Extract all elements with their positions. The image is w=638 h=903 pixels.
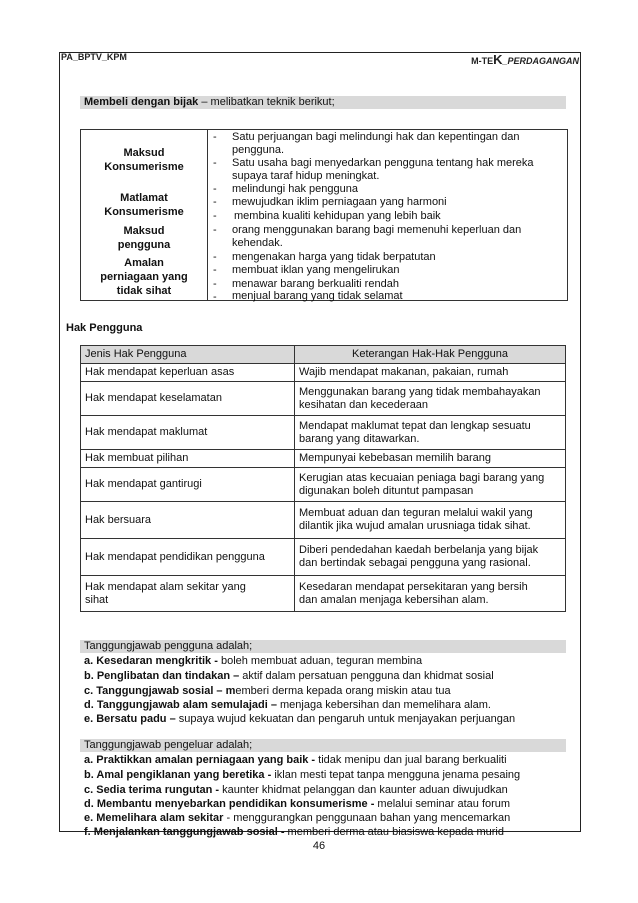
def-line: supaya taraf hidup meningkat. bbox=[232, 170, 380, 182]
def-line: orang menggunakan barang bagi memenuhi keperluan dan bbox=[232, 224, 522, 236]
table-row: Hak mendapat alam sekitar yang sihat Kesedaran mendapat persekitaran yang bersih dan amalan menjaga kebersihan alam. bbox=[81, 576, 566, 612]
header-right: M-TEK_PERDAGANGAN bbox=[471, 52, 579, 67]
page-header bbox=[59, 52, 581, 65]
producer-resp-title: Tanggungjawab pengeluar adalah; bbox=[80, 739, 566, 752]
list-item: d. Tanggungjawab alam semulajadi – menjaga kebersihan dan memelihara alam. bbox=[84, 699, 491, 711]
list-item: c. Tanggungjawab sosial – memberi derma kepada orang miskin atau tua bbox=[84, 685, 451, 697]
header-left: PA_BPTV_KPM bbox=[61, 52, 127, 62]
rights-title: Hak Pengguna bbox=[66, 322, 143, 334]
def-line: Satu perjuangan bagi melindungi hak dan kepentingan dan bbox=[232, 131, 520, 143]
def-line: kehendak. bbox=[232, 237, 283, 249]
term-maksud-konsumerisme: Maksud Konsumerisme bbox=[104, 147, 184, 173]
term-matlamat-konsumerisme: Matlamat Konsumerisme bbox=[104, 192, 184, 218]
list-item: e. Memelihara alam sekitar - menggurangkan penggunaan bahan yang mencemarkan bbox=[84, 812, 511, 824]
def-line: mengenakan harga yang tidak berpatutan bbox=[232, 251, 436, 263]
definitions-table: Maksud Konsumerisme Matlamat Konsumerisme Maksud pengguna Amalan perniagaan yang tidak sihat - Satu perjuangan bagi melindungi hak dan kepentingan dan pengguna. - Satu usaha bagi menyedarkan pengguna tentang hak mereka supaya taraf hidup meningkat. - melindungi hak pengguna - mewujudkan iklim perniagaan yang harmoni - membina kualiti kehidupan yang lebih baik - orang menggunakan barang bagi memenuhi keperluan dan kehendak. - mengenakan harga yang tidak berpatutan - membuat iklan yang mengelirukan - menawar barang berkualiti rendah - menjual barang yang tidak selamat bbox=[80, 129, 568, 301]
list-item: b. Penglibatan dan tindakan – aktif dalam persatuan pengguna dan khidmat sosial bbox=[84, 670, 494, 682]
table-row: Hak mendapat pendidikan pengguna Diberi pendedahan kaedah berbelanja yang bijak dan bertindak sebagai pengguna yang rasional. bbox=[81, 539, 566, 576]
def-line: menawar barang berkualiti rendah bbox=[232, 278, 399, 290]
list-item: e. Bersatu padu – supaya wujud kekuatan dan pengaruh untuk menjayakan perjuangan bbox=[84, 713, 516, 725]
table-row: Hak bersuara Membuat aduan dan teguran melalui wakil yang dilantik jika wujud amalan urusniaga tidak sihat. bbox=[81, 502, 566, 539]
term-maksud-pengguna: Maksud pengguna bbox=[117, 225, 171, 251]
def-line: membuat iklan yang mengelirukan bbox=[232, 264, 400, 276]
table-row: Hak mendapat keperluan asas Wajib mendapat makanan, pakaian, rumah bbox=[81, 364, 566, 382]
list-item: f. Menjalankan tanggungjawab sosial - memberi derma atau biasiswa kepada murid bbox=[84, 826, 504, 838]
col-header-desc: Keterangan Hak-Hak Pengguna bbox=[295, 346, 566, 364]
page-number: 46 bbox=[312, 840, 326, 852]
list-item: c. Sedia terima rungutan - kaunter khidmat pelanggan dan kaunter aduan diwujudkan bbox=[84, 784, 508, 796]
rights-table bbox=[80, 345, 566, 612]
table-row: Hak mendapat keselamatan Menggunakan barang yang tidak membahayakan kesihatan dan kecederaan bbox=[81, 382, 566, 416]
def-line: melindungi hak pengguna bbox=[232, 183, 358, 195]
def-line: menjual barang yang tidak selamat bbox=[232, 290, 403, 302]
list-item: d. Membantu menyebarkan pendidikan konsumerisme - melalui seminar atau forum bbox=[84, 798, 511, 810]
col-header-type: Jenis Hak Pengguna bbox=[81, 346, 295, 364]
table-row: Hak mendapat gantirugi Kerugian atas kecuaian peniaga bagi barang yang digunakan boleh dituntut pampasan bbox=[81, 468, 566, 502]
table-row: Hak membuat pilihan Mempunyai kebebasan memilih barang bbox=[81, 450, 566, 468]
consumer-resp-title: Tanggungjawab pengguna adalah; bbox=[80, 640, 566, 653]
term-amalan-tidak-sihat: Amalan perniagaan yang tidak sihat bbox=[100, 257, 188, 297]
list-item: b. Amal pengiklanan yang beretika - iklan mesti tepat tanpa mengguna jenama pesaing bbox=[84, 769, 521, 781]
def-line: membina kualiti kehidupan yang lebih baik bbox=[234, 210, 441, 222]
def-line: pengguna. bbox=[232, 144, 284, 156]
list-item: a. Kesedaran mengkritik - boleh membuat aduan, teguran membina bbox=[84, 655, 423, 667]
def-line: Satu usaha bagi menyedarkan pengguna tentang hak mereka bbox=[232, 157, 534, 169]
def-line: mewujudkan iklim perniagaan yang harmoni bbox=[232, 196, 447, 208]
list-item: a. Praktikkan amalan perniagaan yang baik - tidak menipu dan jual barang berkualiti bbox=[84, 754, 507, 766]
table-row: Hak mendapat maklumat Mendapat maklumat tepat dan lengkap sesuatu barang yang ditawarkan. bbox=[81, 416, 566, 450]
intro-line: Membeli dengan bijak – melibatkan teknik berikut; bbox=[80, 96, 566, 109]
